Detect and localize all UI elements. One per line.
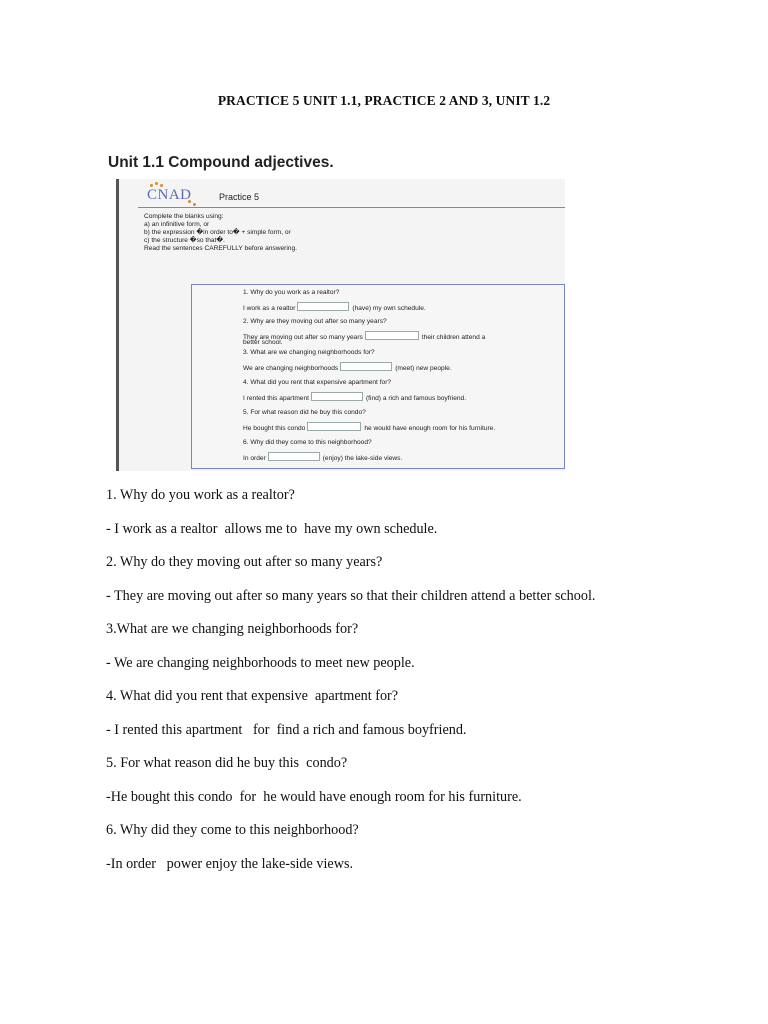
logo-dot: [155, 182, 158, 185]
question-sentence: [243, 302, 426, 313]
question-sentence: [243, 422, 495, 433]
sentence-end: (meet) new people.: [395, 365, 452, 372]
header-divider: [138, 207, 565, 208]
exercise-screenshot: [116, 179, 565, 471]
answer-blank-input[interactable]: [297, 302, 349, 311]
document-title: PRACTICE 5 UNIT 1.1, PRACTICE 2 AND 3, UNIT 1.2: [217, 93, 551, 108]
sentence-start: In order: [243, 455, 266, 462]
instructions: [144, 213, 544, 253]
sentence-end: (have) my own schedule.: [352, 305, 426, 312]
sentence-end: (find) a rich and famous boyfriend.: [365, 395, 467, 402]
screenshot-left-border: [116, 179, 119, 471]
answer-blank-input[interactable]: [307, 422, 361, 431]
question-sentence: [243, 392, 466, 403]
sentence-start: He bought this condo: [243, 425, 306, 432]
answer-response-line: - We are changing neighborhoods to meet new people.: [106, 654, 415, 671]
cnad-logo: [144, 182, 200, 208]
answer-response-line: -He bought this condo for he would have enough room for his furniture.: [106, 788, 522, 805]
sentence-start: I rented this apartment: [243, 395, 309, 402]
answer-question-line: 4. What did you rent that expensive apartment for?: [106, 688, 399, 704]
sentence-end: their children attend a: [421, 334, 486, 341]
answer-question-line: 1. Why do you work as a realtor?: [106, 487, 295, 503]
sentence-end: (enjoy) the lake-side views.: [322, 455, 403, 462]
answer-response-line: - They are moving out after so many years so that their children attend a better school.: [106, 587, 596, 604]
answer-question-line: 2. Why do they moving out after so many years?: [106, 554, 383, 570]
question-text: 4. What did you rent that expensive apartment for?: [243, 379, 392, 386]
answer-blank-input[interactable]: [311, 392, 363, 401]
sentence-end: he would have enough room for his furniture.: [364, 425, 496, 432]
question-text: 3. What are we changing neighborhoods for?: [243, 349, 375, 356]
logo-dot: [193, 203, 196, 206]
answer-blank-input[interactable]: [268, 452, 320, 461]
answer-blank-input[interactable]: [340, 362, 392, 371]
answer-question-line: 3.What are we changing neighborhoods for?: [106, 621, 359, 637]
question-text: 5. For what reason did he buy this condo?: [243, 409, 366, 416]
answer-response-line: -In order power enjoy the lake-side views.: [106, 855, 354, 872]
unit-heading: Unit 1.1 Compound adjectives.: [108, 154, 334, 171]
instruction-line: Complete the blanks using:: [144, 213, 224, 220]
instruction-line: b) the expression �in order to� + simple form, or: [144, 229, 291, 236]
instruction-line: c) the structure �so that�.: [144, 237, 225, 244]
answers-section: [106, 484, 746, 886]
answer-response-line: - I work as a realtor allows me to have my own schedule.: [106, 520, 438, 537]
instruction-line: Read the sentences CAREFULLY before answering.: [144, 245, 297, 252]
question-box: [191, 284, 565, 469]
answer-question-line: 6. Why did they come to this neighborhood?: [106, 822, 359, 838]
answer-response-line: - I rented this apartment for find a rich and famous boyfriend.: [106, 721, 467, 738]
question-text: 2. Why are they moving out after so many years?: [243, 318, 387, 325]
practice-label: Practice 5: [219, 192, 260, 202]
logo-text: CNAD: [147, 187, 192, 203]
sentence-continuation: better school.: [243, 339, 283, 346]
sentence-start: We are changing neighborhoods: [243, 365, 339, 372]
answer-blank-input[interactable]: [365, 331, 419, 340]
question-sentence: [243, 452, 402, 463]
sentence-start: They are moving out after so many years: [243, 334, 363, 341]
instruction-line: a) an infinitive form, or: [144, 221, 210, 228]
sentence-start: I work as a realtor: [243, 305, 296, 312]
question-sentence: [243, 362, 452, 373]
question-text: 6. Why did they come to this neighborhood?: [243, 439, 372, 446]
question-text: 1. Why do you work as a realtor?: [243, 289, 340, 296]
answer-question-line: 5. For what reason did he buy this condo?: [106, 755, 348, 771]
